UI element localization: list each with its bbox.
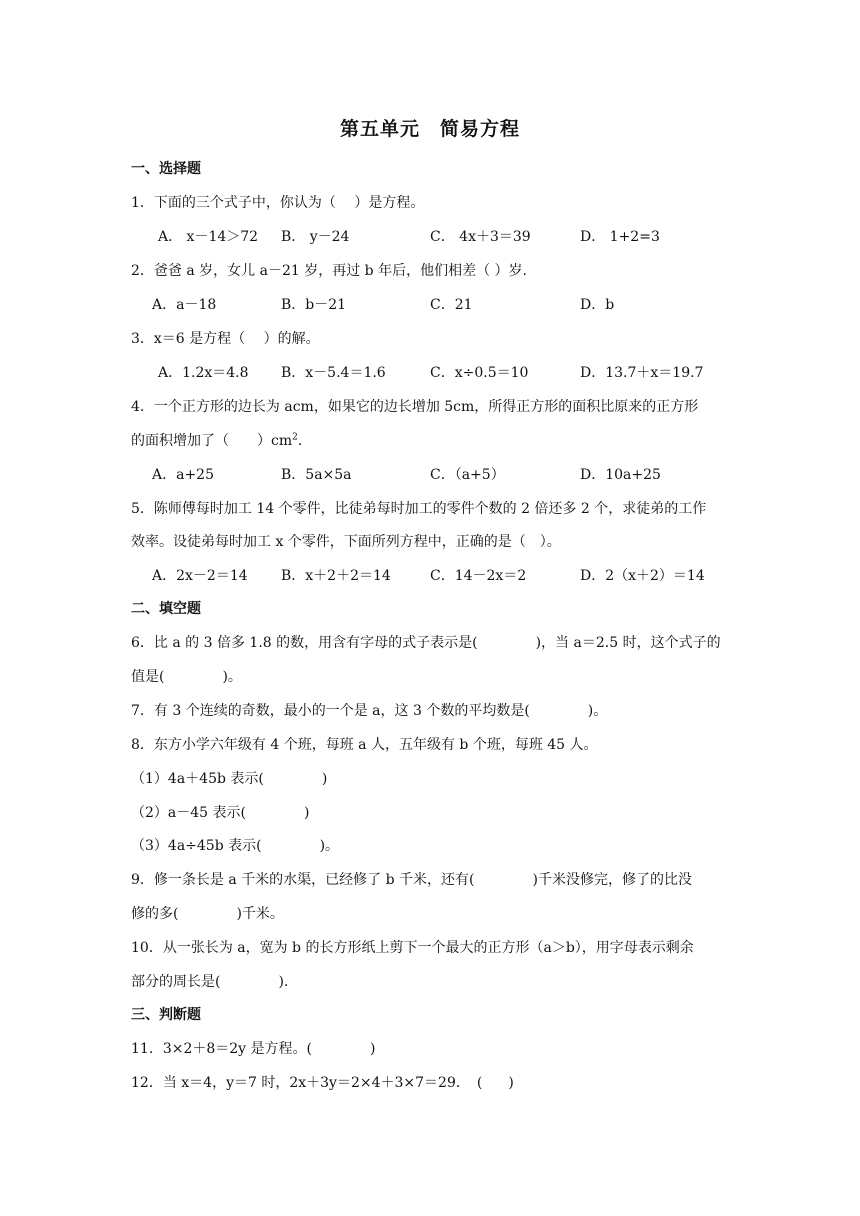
question-5-stem-line2: 效率。设徒弟每时加工 x 个零件，下面所列方程中，正确的是（ ）。 xyxy=(131,534,561,550)
q12-close: ) xyxy=(508,1075,514,1091)
q4-stem-text: 的面积增加了（ ）cm xyxy=(131,433,293,449)
q5-option-a: A．2x－2＝14 xyxy=(152,568,248,584)
question-8-part2 xyxy=(131,802,309,822)
question-2-stem: 2．爸爸 a 岁，女儿 a－21 岁，再过 b 年后，他们相差（ ）岁. xyxy=(131,263,527,279)
question-6-line1 xyxy=(131,632,721,652)
q3-option-b: B．x－5.4＝1.6 xyxy=(281,365,386,381)
question-6-line2 xyxy=(131,666,242,686)
q12-text: 12．当 x＝4，y＝7 时，2x＋3y＝2×4＋3×7＝29． ( xyxy=(131,1075,483,1091)
section-heading-fill-blank: 二、填空题 xyxy=(131,601,201,617)
question-4-stem-line2 xyxy=(131,430,302,450)
q4-stem-end: . xyxy=(297,433,303,449)
q2-option-c: C．21 xyxy=(430,297,473,313)
page-title: 第五单元 简易方程 xyxy=(339,118,520,140)
q10-text-a: 部分的周长是( xyxy=(131,974,221,990)
question-5-stem-line1: 5．陈师傅每时加工 14 个零件，比徒弟每时加工的零件个数的 2 倍还多 2 个，求徒弟的工作 xyxy=(131,501,707,517)
q5-option-c: C．14－2x＝2 xyxy=(430,568,527,584)
q3-option-c: C．x÷0.5＝10 xyxy=(430,365,529,381)
q6-text-b: )，当 a＝2.5 时，这个式子的 xyxy=(535,635,721,651)
question-9-line2 xyxy=(131,903,284,923)
section-heading-choice: 一、选择题 xyxy=(131,161,201,177)
q5-option-d: D．2（x＋2）＝14 xyxy=(580,568,705,584)
q8-p3-text: （3）4a÷45b 表示( xyxy=(131,838,262,854)
q6-text-a: 6．比 a 的 3 倍多 1.8 的数，用含有字母的式子表示是( xyxy=(131,635,478,651)
question-3-stem: 3．x＝6 是方程（ ）的解。 xyxy=(131,331,320,347)
q4-option-d: D．10a+25 xyxy=(580,467,661,483)
question-8-part1 xyxy=(131,768,327,788)
q7-text-b: )。 xyxy=(587,703,608,719)
q1-option-d: D． 1+2=3 xyxy=(580,229,660,245)
q7-text-a: 7．有 3 个连续的奇数，最小的一个是 a，这 3 个数的平均数是( xyxy=(131,703,530,719)
q4-superscript: 2 xyxy=(292,432,298,443)
q1-option-a: A． x－14＞72 xyxy=(158,229,259,245)
q4-option-c: C．（a+5） xyxy=(430,467,505,483)
question-10-line2 xyxy=(131,971,288,991)
q11-text: 11．3×2＋8＝2y 是方程。( xyxy=(131,1041,312,1057)
question-4-stem-line1: 4．一个正方形的边长为 acm，如果它的边长增加 5cm，所得正方形的面积比原来的正方形 xyxy=(131,399,699,415)
q11-close: ) xyxy=(370,1041,376,1057)
q6-text-c: 值是( xyxy=(131,669,165,685)
question-8-part3 xyxy=(131,835,339,855)
question-11 xyxy=(131,1038,375,1058)
q1-option-b: B． y－24 xyxy=(281,229,350,245)
q8-p3-close: )。 xyxy=(319,838,340,854)
question-10-line1: 10．从一张长为 a，宽为 b 的长方形纸上剪下一个最大的正方形（a＞b），用字母表示剩余 xyxy=(131,940,694,956)
q6-text-d: )。 xyxy=(222,669,242,685)
question-1-stem: 1．下面的三个式子中，你认为（ ）是方程。 xyxy=(131,195,425,211)
q9-text-a: 9．修一条长是 a 千米的水渠，已经修了 b 千米，还有( xyxy=(131,872,475,888)
q9-text-c: 修的多( xyxy=(131,906,179,922)
q9-text-d: )千米。 xyxy=(236,906,284,922)
q10-text-b: ). xyxy=(278,974,289,990)
question-8-stem: 8．东方小学六年级有 4 个班，每班 a 人，五年级有 b 个班，每班 45 人。 xyxy=(131,737,598,753)
q9-text-b: )千米没修完，修了的比没 xyxy=(532,872,692,888)
q2-option-a: A．a－18 xyxy=(152,297,217,313)
question-7 xyxy=(131,700,607,720)
q2-option-d: D．b xyxy=(580,297,615,313)
q2-option-b: B．b－21 xyxy=(281,297,347,313)
q8-p1-close: ) xyxy=(321,771,328,787)
q3-option-d: D．13.7＋x＝19.7 xyxy=(580,365,704,381)
q4-option-a: A．a+25 xyxy=(152,467,215,483)
q1-option-c: C． 4x＋3＝39 xyxy=(430,229,531,245)
section-heading-true-false: 三、判断题 xyxy=(131,1007,201,1023)
question-9-line1 xyxy=(131,869,692,889)
q5-option-b: B．x＋2＋2＝14 xyxy=(281,568,391,584)
q8-p2-close: ) xyxy=(303,805,310,821)
q8-p2-text: （2）a－45 表示( xyxy=(131,805,246,821)
question-12 xyxy=(131,1072,514,1092)
q8-p1-text: （1）4a＋45b 表示( xyxy=(131,771,264,787)
q3-option-a: A．1.2x＝4.8 xyxy=(158,365,249,381)
q4-option-b: B．5a×5a xyxy=(281,467,352,483)
